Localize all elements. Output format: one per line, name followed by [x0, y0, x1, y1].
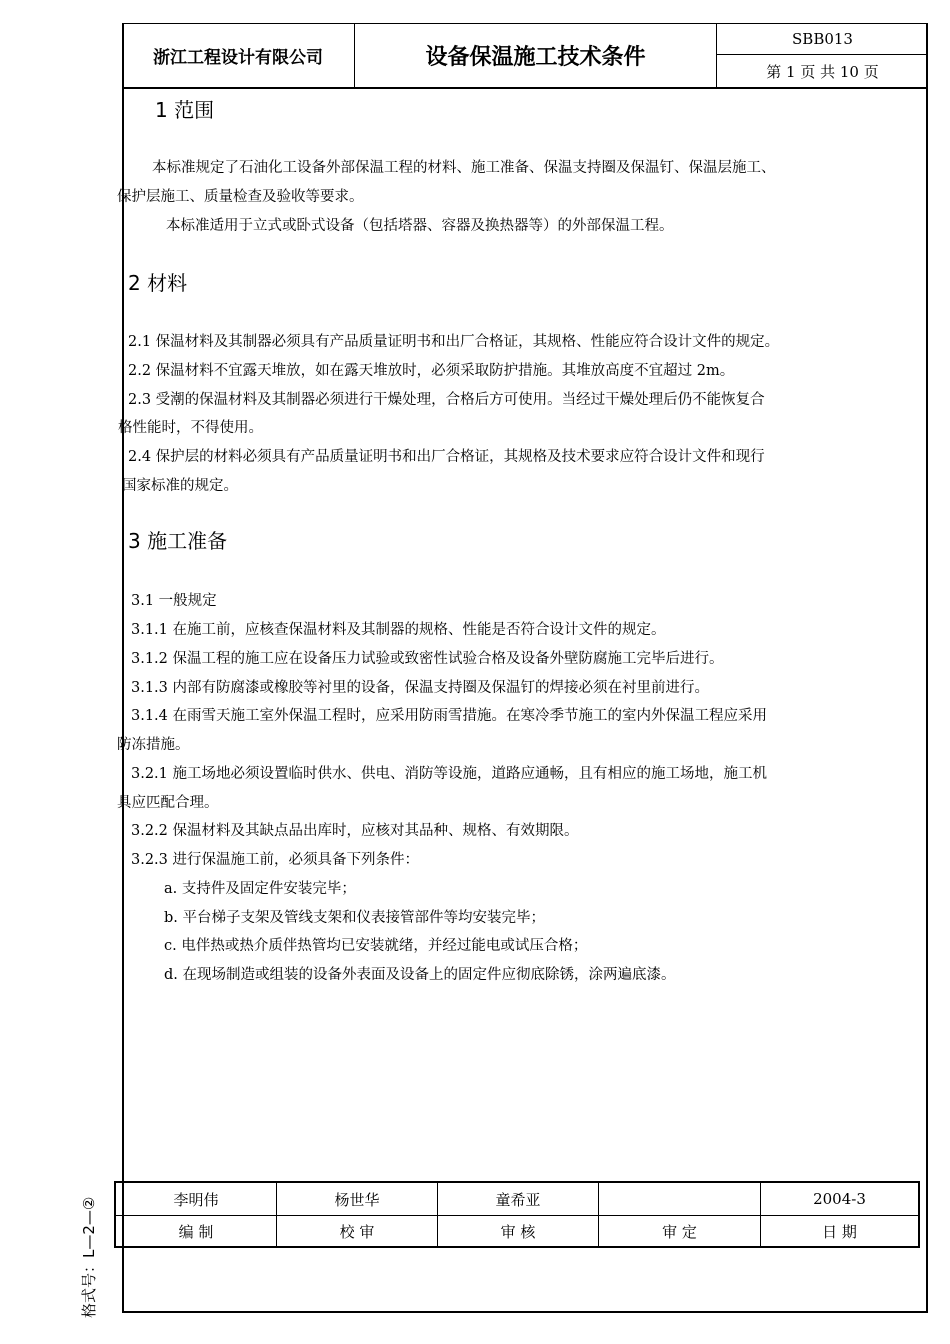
- signoff-roles-row: [116, 1215, 918, 1247]
- signoff-name-approver: [599, 1183, 761, 1215]
- section-heading-materials: 2 材料: [128, 271, 188, 295]
- clause: 3.1.3 内部有防腐漆或橡胶等衬里的设备，保温支持圈及保温钉的焊接必须在衬里前进行。: [131, 680, 709, 696]
- signoff-role-date: 日 期: [822, 1222, 857, 1241]
- clause: 2.4 保护层的材料必须具有产品质量证明书和出厂合格证，其规格及技术要求应符合设计文件和现行: [128, 449, 765, 465]
- document-code: SBB013: [717, 23, 928, 55]
- document-title: 设备保温施工技术条件: [355, 23, 717, 87]
- clause: 3.2.1 施工场地必须设置临时供水、供电、消防等设施，道路应通畅，且有相应的施工场地，施工机: [131, 766, 767, 782]
- signoff-name-checker: 杨世华: [277, 1183, 438, 1215]
- clause: 防冻措施。: [117, 737, 190, 753]
- list-item: b. 平台梯子支架及管线支架和仪表接管部件等均安装完毕；: [164, 910, 545, 926]
- clause: 3.1.4 在雨雪天施工室外保温工程时，应采用防雨雪措施。在寒冷季节施工的室内外保温工程应采用: [131, 708, 767, 724]
- signoff-names-row: [116, 1183, 918, 1216]
- signoff-role-check: 校 审: [277, 1215, 438, 1247]
- signoff-date: 2004-3: [813, 1190, 866, 1208]
- document-header: [122, 23, 928, 89]
- clause: 3.1.2 保温工程的施工应在设备压力试验或致密性试验合格及设备外壁防腐施工完毕后进行。: [131, 651, 724, 667]
- signoff-name-reviewer: 童希亚: [438, 1183, 599, 1215]
- signoff-role-review: 审 核: [438, 1215, 599, 1247]
- company-name: 浙江工程设计有限公司: [122, 23, 355, 87]
- clause: 具应匹配合理。: [117, 795, 219, 811]
- paragraph: 本标准适用于立式或卧式设备（包括塔器、容器及换热器等）的外部保温工程。: [166, 218, 674, 234]
- list-item: c. 电伴热或热介质伴热管均已安装就绪，并经过能电或试压合格；: [164, 938, 588, 954]
- list-item: a. 支持件及固定件安装完毕；: [164, 881, 356, 897]
- signoff-role-approve: 审 定: [599, 1215, 761, 1247]
- paragraph: 保护层施工、质量检查及验收等要求。: [117, 189, 364, 205]
- clause: 格性能时，不得使用。: [118, 420, 263, 436]
- signoff-table: [114, 1181, 920, 1248]
- clause: 2.3 受潮的保温材料及其制器必须进行干燥处理，合格后方可使用。当经过干燥处理后仍不能恢复合: [128, 392, 765, 408]
- list-item: d. 在现场制造或组装的设备外表面及设备上的固定件应彻底除锈，涂两遍底漆。: [164, 967, 676, 983]
- clause: 2.2 保温材料不宜露天堆放，如在露天堆放时，必须采取防护措施。其堆放高度不宜超过 2m。: [128, 363, 735, 379]
- clause: 国家标准的规定。: [122, 478, 238, 494]
- clause: 3.1.1 在施工前，应核查保温材料及其制器的规格、性能是否符合设计文件的规定。: [131, 622, 666, 638]
- clause: 2.1 保温材料及其制器必须具有产品质量证明书和出厂合格证，其规格、性能应符合设计文件的规定。: [128, 334, 780, 350]
- page-indicator: 第 1 页 共 10 页: [766, 62, 879, 81]
- section-heading-scope: 1 范围: [155, 98, 215, 122]
- paragraph: 本标准规定了石油化工设备外部保温工程的材料、施工准备、保温支持圈及保温钉、保温层施工、: [152, 160, 776, 176]
- signoff-name-compiler: 李明伟: [116, 1183, 277, 1215]
- clause: 3.2.3 进行保温施工前，必须具备下列条件：: [131, 852, 420, 868]
- section-heading-preparation: 3 施工准备: [128, 529, 228, 553]
- clause: 3.2.2 保温材料及其缺点品出库时，应核对其品种、规格、有效期限。: [131, 823, 579, 839]
- format-number: 格式号：L—2—②: [80, 1196, 98, 1318]
- clause: 3.1 一般规定: [131, 593, 217, 609]
- signoff-role-compile: 编 制: [116, 1215, 277, 1247]
